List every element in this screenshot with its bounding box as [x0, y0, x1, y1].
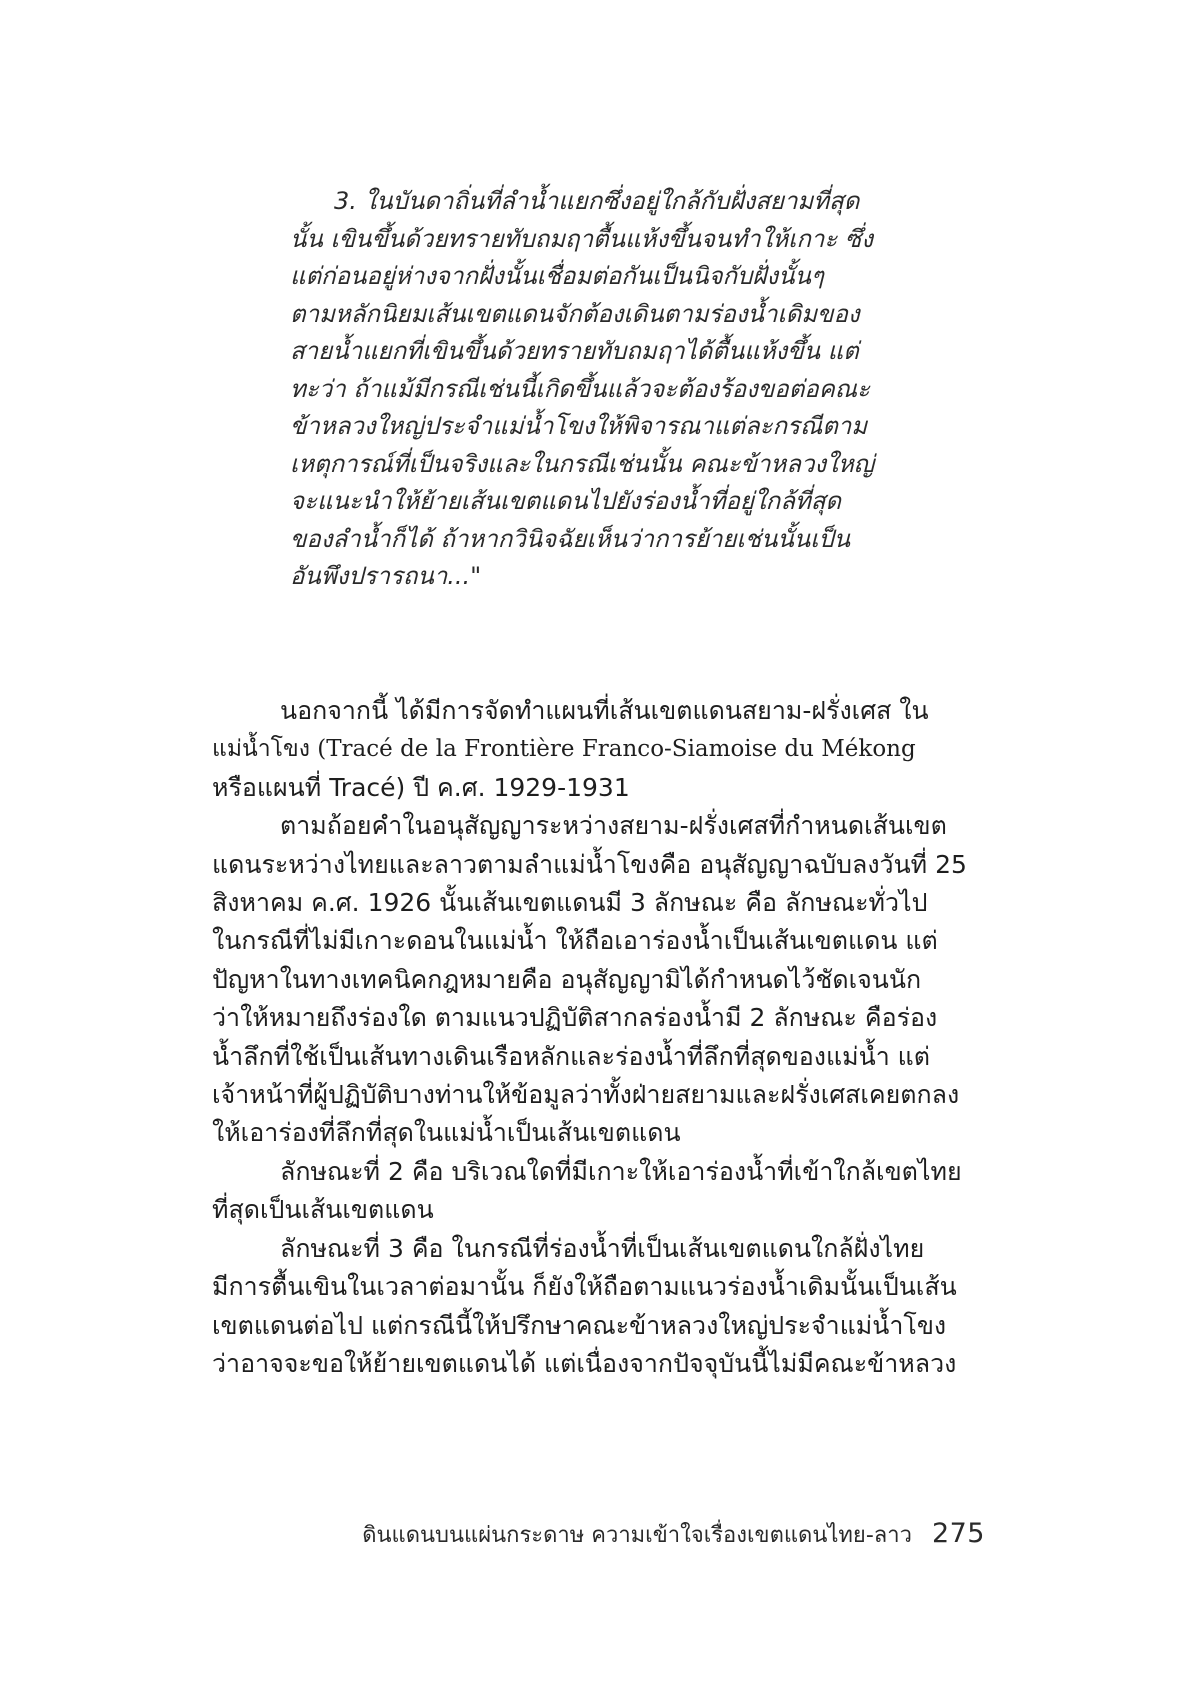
quote-line: เหตุการณ์ที่เป็นจริงและในกรณีเช่นนั้น คณะข้าหลวงใหญ่: [290, 449, 875, 478]
quote-line: จะแนะนำให้ย้ายเส้นเขตแดนไปยังร่องน้ำที่อยู่ใกล้ที่สุด: [290, 487, 841, 515]
paragraph-line: น้ำลึกที่ใช้เป็นเส้นทางเดินเรือหลักและร่องน้ำที่ลึกที่สุดของแม่น้ำ แต่: [212, 1041, 931, 1071]
paragraph-line: ลักษณะที่ 3 คือ ในกรณีที่ร่องน้ำที่เป็นเส้นเขตแดนใกล้ฝั่งไทย: [280, 1233, 925, 1263]
page-number: 275: [931, 1518, 985, 1549]
quote-line: 3. ในบันดาถิ่นที่ลำน้ำแยกซึ่งอยู่ใกล้กับฝั่งสยามที่สุด: [334, 187, 860, 215]
paragraph-line: เจ้าหน้าที่ผู้ปฏิบัติบางท่านให้ข้อมูลว่าทั้งฝ่ายสยามและฝรั่งเศสเคยตกลง: [212, 1080, 960, 1110]
quote-line: นั้น เขินขึ้นด้วยทรายทับถมฤาตื้นแห้งขึ้นจนทำให้เกาะ ซึ่ง: [290, 224, 873, 253]
quote-line: ทะว่า ถ้าแม้มีกรณีเช่นนี้เกิดขึ้นแล้วจะต้องร้องขอต่อคณะ: [290, 374, 870, 403]
paragraph-line: ปัญหาในทางเทคนิคกฎหมายคือ อนุสัญญามิได้กำหนดไว้ชัดเจนนัก: [212, 964, 922, 994]
paragraph-line: ในกรณีที่ไม่มีเกาะดอนในแม่น้ำ ให้ถือเอาร่องน้ำเป็นเส้นเขตแดน แต่: [212, 926, 938, 956]
paragraph-line: ลักษณะที่ 2 คือ บริเวณใดที่มีเกาะให้เอาร่องน้ำที่เข้าใกล้เขตไทย: [280, 1156, 962, 1186]
paragraph-line: แม่น้ำโขง (Tracé de la Frontière Franco-Siamoise du Mékong: [212, 736, 916, 763]
quote-line: ตามหลักนิยมเส้นเขตแดนจักต้องเดินตามร่องน้ำเดิมของ: [290, 299, 860, 328]
paragraph-line: นอกจากนี้ ได้มีการจัดทำแผนที่เส้นเขตแดนสยาม-ฝรั่งเศส ใน: [280, 696, 929, 725]
paragraph-line: ว่าอาจจะขอให้ย้ายเขตแดนได้ แต่เนื่องจากปัจจุบันนี้ไม่มีคณะข้าหลวง: [212, 1348, 957, 1378]
paragraph-line: ที่สุดเป็นเส้นเขตแดน: [212, 1195, 434, 1225]
paragraph-line: ตามถ้อยคำในอนุสัญญาระหว่างสยาม-ฝรั่งเศสที่กำหนดเส้นเขต: [280, 811, 947, 841]
paragraph-line: แดนระหว่างไทยและลาวตามลำแม่น้ำโขงคือ อนุสัญญาฉบับลงวันที่ 25: [212, 849, 967, 879]
quote-line: สายน้ำแยกที่เขินขึ้นด้วยทรายทับถมฤาได้ตื้นแห้งขึ้น แต่: [290, 337, 859, 365]
quote-line: ของลำน้ำก็ได้ ถ้าหากวินิจฉัยเห็นว่าการย้ายเช่นนั้นเป็น: [290, 524, 851, 553]
quote-line: แต่ก่อนอยู่ห่างจากฝั่งนั้นเชื่อมต่อกันเป็นนิจกับฝั่งนั้นๆ: [290, 262, 824, 290]
body-text: [212, 692, 982, 1383]
page-footer: [362, 1517, 985, 1557]
paragraph-line: ว่าให้หมายถึงร่องใด ตามแนวปฏิบัติสากลร่องน้ำมี 2 ลักษณะ คือร่อง: [212, 1003, 938, 1033]
paragraph-line: สิงหาคม ค.ศ. 1926 นั้นเส้นเขตแดนมี 3 ลักษณะ คือ ลักษณะทั่วไป: [212, 888, 928, 918]
paragraph-line: หรือแผนที่ Tracé) ปี ค.ศ. 1929-1931: [212, 772, 630, 802]
block-quote: [290, 183, 910, 596]
quote-line: ข้าหลวงใหญ่ประจำแม่น้ำโขงให้พิจารณาแต่ละกรณีตาม: [290, 412, 868, 440]
quote-line: อันพึงปรารถนา...": [290, 562, 482, 590]
paragraph-line: ให้เอาร่องที่ลึกที่สุดในแม่น้ำเป็นเส้นเขตแดน: [212, 1118, 681, 1148]
running-title: ดินแดนบนแผ่นกระดาษ ความเข้าใจเรื่องเขตแดนไทย-ลาว: [362, 1523, 912, 1548]
paragraph-line: มีการตื้นเขินในเวลาต่อมานั้น ก็ยังให้ถือตามแนวร่องน้ำเดิมนั้นเป็นเส้น: [212, 1272, 957, 1302]
paragraph-line: เขตแดนต่อไป แต่กรณีนี้ให้ปรึกษาคณะข้าหลวงใหญ่ประจำแม่น้ำโขง: [212, 1310, 947, 1340]
